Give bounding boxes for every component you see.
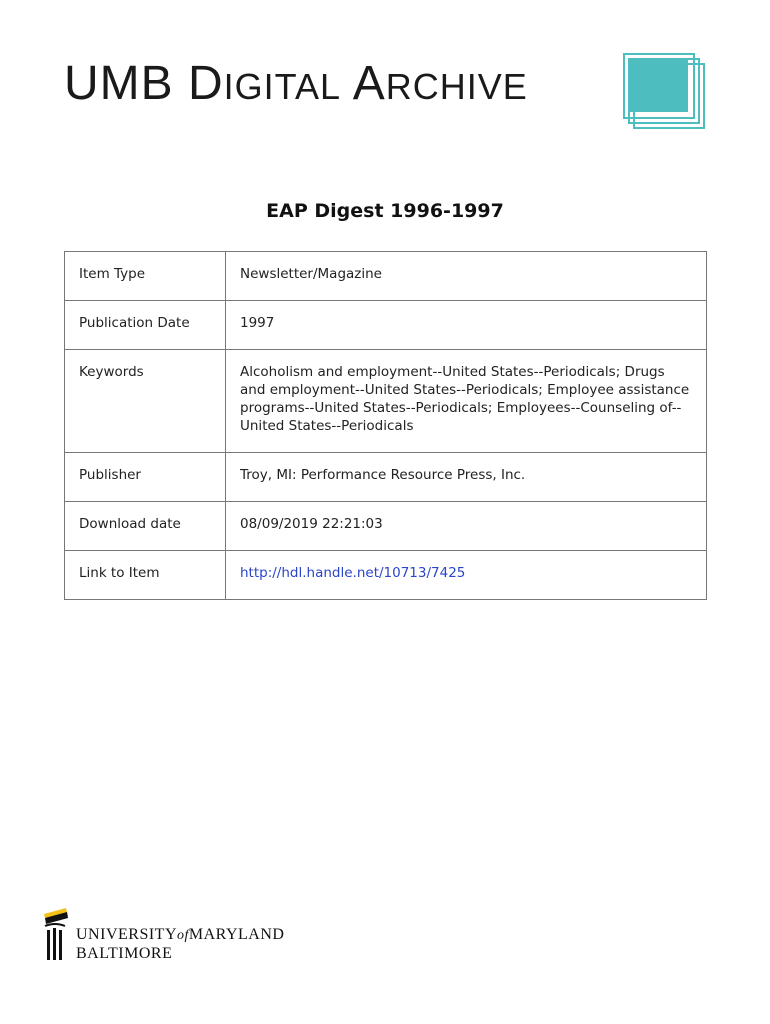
row-value: Alcoholism and employment--United States--Periodicals; Drugs and employment--United States--Periodicals; Employee assistance programs--United States--Periodicals; Employees--Counseling of--United States--Periodicals: [226, 350, 707, 453]
layered-squares-icon: [620, 50, 710, 132]
table-row: [65, 453, 707, 502]
row-label: Keywords: [65, 350, 226, 453]
table-row: [65, 252, 707, 301]
row-value: 08/09/2019 22:21:03: [226, 502, 707, 551]
row-value: Troy, MI: Performance Resource Press, Inc.: [226, 453, 707, 502]
university-seal-icon: [42, 906, 72, 966]
university-logo: [42, 906, 302, 966]
archive-title: UMB DIGITAL ARCHIVE: [64, 57, 528, 110]
row-label: Download date: [65, 502, 226, 551]
row-label: Publication Date: [65, 301, 226, 350]
university-name: UNIVERSITYofMARYLAND BALTIMORE: [76, 926, 285, 962]
row-label: Publisher: [65, 453, 226, 502]
item-link[interactable]: http://hdl.handle.net/10713/7425: [240, 565, 466, 581]
table-row: [65, 350, 707, 453]
archive-header: [0, 0, 770, 150]
metadata-table: [64, 251, 707, 600]
row-value: 1997: [226, 301, 707, 350]
row-value: [226, 551, 707, 600]
table-row: [65, 502, 707, 551]
table-row: [65, 551, 707, 600]
table-row: [65, 301, 707, 350]
row-value: Newsletter/Magazine: [226, 252, 707, 301]
row-label: Link to Item: [65, 551, 226, 600]
row-label: Item Type: [65, 252, 226, 301]
document-title: EAP Digest 1996-1997: [266, 200, 504, 222]
